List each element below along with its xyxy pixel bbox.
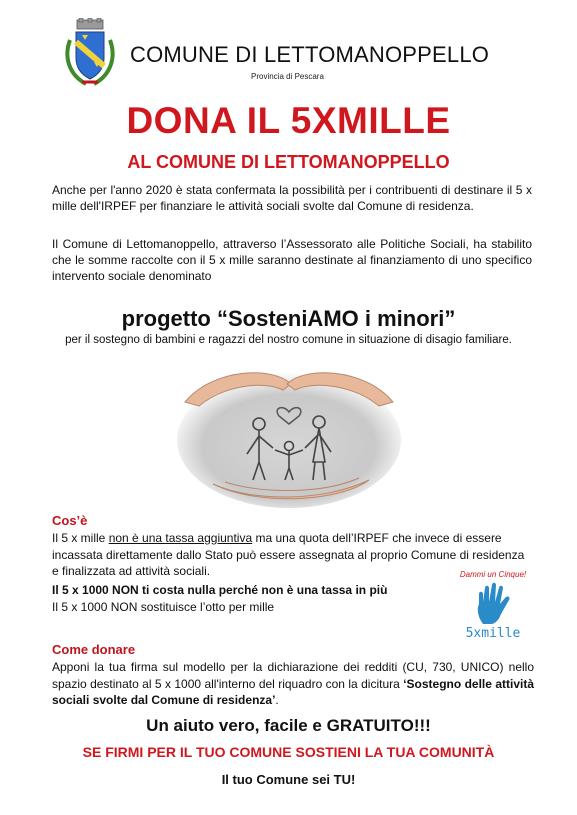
slogan-1: Un aiuto vero, facile e GRATUITO!!!: [146, 716, 431, 735]
cose-text-1: Il 5 x mille: [52, 531, 109, 545]
slogan-2: SE FIRMI PER IL TUO COMUNE SOSTIENI LA TUA COMUNITÀ: [82, 744, 495, 760]
slogan-3: Il tuo Comune sei TU!: [221, 772, 356, 787]
cose-line-2: Il 5 x 1000 NON sostituisce l’otto per mille: [52, 600, 275, 614]
logo-label: 5xmille: [465, 626, 521, 641]
coat-of-arms-icon: [62, 18, 118, 88]
logo-caption: Dammi un Cinque!: [459, 570, 527, 579]
family-hands-illustration: [173, 362, 405, 510]
cose-heading: Cos’è: [52, 513, 88, 528]
header: [0, 8, 577, 88]
sub-title: AL COMUNE DI LETTOMANOPPELLO: [127, 152, 450, 172]
come-paragraph: [52, 659, 534, 709]
intro-paragraph-2: Il Comune di Lettomanoppello, attraverso l’Assessorato alle Politiche Sociali, ha stabilito che le somme raccolte con il 5 x mille saranno destinate al finanziamento di uno specifico intervento sociale denominato: [52, 237, 532, 283]
come-text-bold: ‘Sostegno delle attività sociali svolte dal Comune di residenza’: [52, 676, 534, 707]
cose-text-3: ma una quota dell’IRPEF che invece di essere incassata direttamente dallo Stato può essere assegnata al proprio Comune di residenza e finalizzata ad attività sociali.: [52, 531, 525, 578]
comune-title: COMUNE DI LETTOMANOPPELLO: [130, 42, 490, 67]
cose-text-underlined: non è una tassa aggiuntiva: [108, 531, 253, 545]
cose-bold-line: Il 5 x 1000 NON ti costa nulla perché non è una tassa in più: [52, 583, 388, 597]
hand-icon: [473, 582, 513, 626]
intro-paragraph-1: Anche per l'anno 2020 è stata confermata la possibilità per i contribuenti di destinare il 5 x mille dell'IRPEF per finanziare le attività sociali svolte dal Comune di residenza.: [52, 183, 532, 213]
progetto-title: progetto “SosteniAMO i minori”: [121, 306, 456, 331]
5xmille-logo: [448, 570, 538, 645]
come-heading: Come donare: [52, 642, 136, 657]
come-text-1: Apponi la tua firma sul modello per la dichiarazione dei redditi (CU, 730, UNICO) nello spazio destinato al 5 x 1000 all'interno del riquadro con la dicitura: [52, 660, 534, 691]
main-title: DONA IL 5XMILLE: [126, 100, 451, 141]
sostegno-line: per il sostegno di bambini e ragazzi del nostro comune in situazione di disagio familiare.: [65, 334, 512, 346]
come-text-3: .: [275, 693, 279, 707]
provincia-label: Provincia di Pescara: [251, 72, 324, 81]
